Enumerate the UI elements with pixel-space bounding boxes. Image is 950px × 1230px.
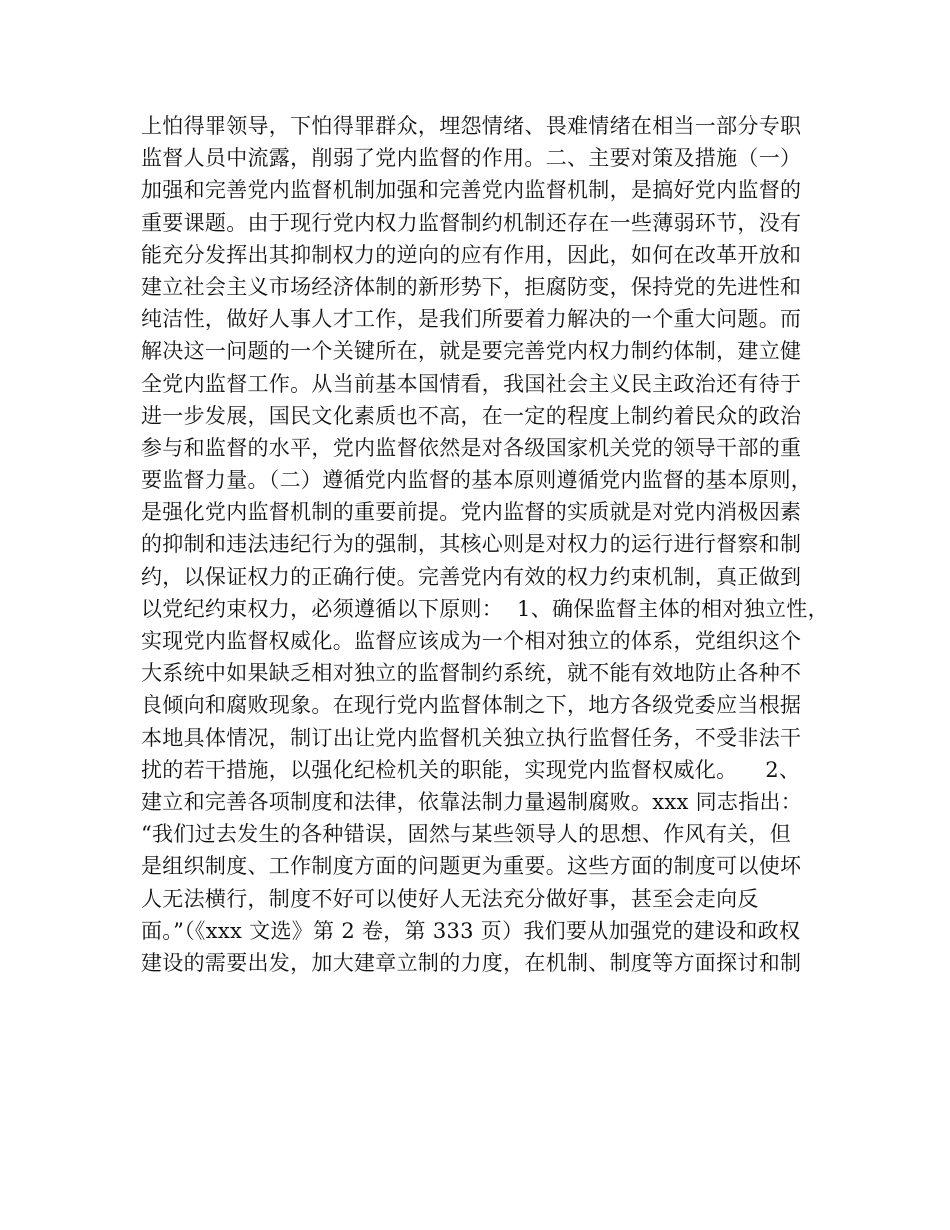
text-line: 是强化党内监督机制的重要前提。党内监督的实质就是对党内消极因素 [141, 500, 802, 525]
text-line: 本地具体情况，制订出让党内监督机关独立执行监督任务，不受非法干 [141, 725, 802, 750]
text-line: 能充分发挥出其抑制权力的逆向的应有作用，因此，如何在改革开放和 [141, 242, 802, 267]
text-line: 以党纪约束权力，必须遵循以下原则： 1、确保监督主体的相对独立性， [141, 596, 829, 621]
text-line: 要监督力量。（二）遵循党内监督的基本原则遵循党内监督的基本原则， [141, 468, 813, 493]
text-line: 全党内监督工作。从当前基本国情看，我国社会主义民主政治还有待于 [141, 371, 802, 396]
text-line: 上怕得罪领导，下怕得罪群众，埋怨情绪、畏难情绪在相当一部分专职 [141, 114, 802, 138]
text-line: 解决这一问题的一个关键所在，就是要完善党内权力制约体制，建立健 [141, 339, 802, 364]
text-line: 建立社会主义市场经济体制的新形势下，拒腐防变，保持党的先进性和 [141, 274, 802, 299]
text-line: “我们过去发生的各种错误，固然与某些领导人的思想、作风有关，但 [141, 822, 792, 847]
text-line: 是组织制度、工作制度方面的问题更为重要。这些方面的制度可以使坏 [141, 854, 802, 879]
text-line: 大系统中如果缺乏相对独立的监督制约系统，就不能有效地防止各种不 [141, 661, 802, 686]
text-line: 监督人员中流露，削弱了党内监督的作用。二、主要对策及措施（一） [141, 146, 802, 171]
text-line: 扰的若干措施，以强化纪检机关的职能，实现党内监督权威化。 2、 [141, 757, 801, 782]
text-line: 实现党内监督权威化。监督应该成为一个相对独立的体系，党组织这个 [141, 629, 802, 653]
text-line: 面。”（《xxx 文选》第 2 卷，第 333 页）我们要从加强党的建设和政权 [141, 918, 801, 943]
text-line: 参与和监督的水平，党内监督依然是对各级国家机关党的领导干部的重 [141, 435, 802, 460]
text-line: 进一步发展，国民文化素质也不高，在一定的程度上制约着民众的政治 [141, 403, 802, 428]
text-line: 建立和完善各项制度和法律，依靠法制力量遏制腐败。xxx 同志指出： [141, 789, 803, 814]
body-text [141, 110, 831, 979]
text-line: 纯洁性，做好人事人才工作，是我们所要着力解决的一个重大问题。而 [141, 307, 802, 332]
text-line: 约，以保证权力的正确行使。完善党内有效的权力约束机制，真正做到 [141, 564, 802, 589]
text-line: 良倾向和腐败现象。在现行党内监督体制之下，地方各级党委应当根据 [141, 693, 802, 718]
text-line: 人无法横行，制度不好可以使好人无法充分做好事，甚至会走向反 [141, 886, 759, 911]
text-line: 的抑制和违法违纪行为的强制，其核心则是对权力的运行进行督察和制 [141, 532, 802, 557]
text-line: 重要课题。由于现行党内权力监督制约机制还存在一些薄弱环节，没有 [141, 210, 802, 235]
text-line: 加强和完善党内监督机制加强和完善党内监督机制，是搞好党内监督的 [141, 178, 802, 203]
text-line: 建设的需要出发，加大建章立制的力度，在机制、制度等方面探讨和制 [141, 950, 802, 975]
